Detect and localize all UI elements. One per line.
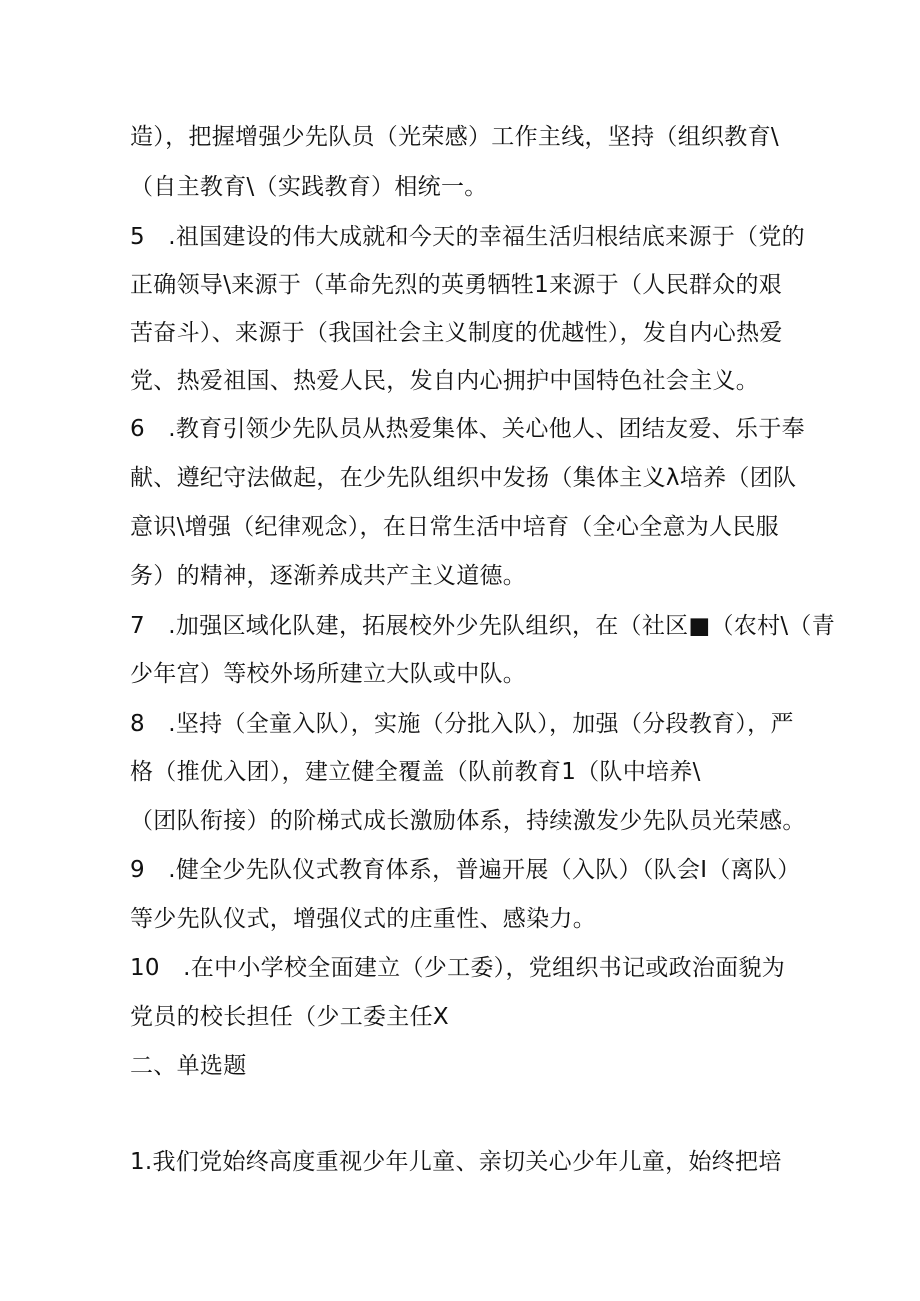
- text-line: 7 .加强区域化队建，拓展校外少先队组织，在（社区■（农村\（青: [130, 613, 836, 639]
- text-line: （自主教育\（实践教育）相统一。: [130, 174, 488, 200]
- text-line: 党员的校长担任（少工委主任X: [130, 1004, 449, 1030]
- text-line: 6 .教育引领少先队员从热爱集体、关心他人、团结友爱、乐于奉: [130, 416, 805, 442]
- text-line: 9 .健全少先队仪式教育体系，普遍开展（入队）（队会I（离队）: [130, 857, 801, 883]
- text-line: 少年宫）等校外场所建立大队或中队。: [130, 661, 527, 687]
- section-heading: 二、单选题: [130, 1053, 247, 1079]
- text-line: 等少先队仪式，增强仪式的庄重性、感染力。: [130, 906, 596, 932]
- text-line: 格（推优入团），建立健全覆盖（队前教育1（队中培养\: [130, 759, 701, 785]
- text-line: 献、遵纪守法做起，在少先队组织中发扬（集体主义λ培养（团队: [130, 465, 797, 491]
- text-line: 苦奋斗）、来源于（我国社会主义制度的优越性），发自内心热爱: [130, 320, 783, 346]
- text-line: 5 .祖国建设的伟大成就和今天的幸福生活归根结底来源于（党的: [130, 224, 805, 250]
- text-line: （团队衔接）的阶梯式成长激励体系，持续激发少先队员光荣感。: [130, 808, 806, 834]
- text-line: 造），把握增强少先队员（光荣感）工作主线，坚持（组织教育\: [130, 124, 779, 150]
- text-line: 10 .在中小学校全面建立（少工委），党组织书记或政治面貌为: [130, 955, 786, 981]
- text-line: 党、热爱祖国、热爱人民，发自内心拥护中国特色社会主义。: [130, 368, 760, 394]
- question-line: 1.我们党始终高度重视少年儿童、亲切关心少年儿童，始终把培: [130, 1149, 782, 1175]
- text-line: 务）的精神，逐渐养成共产主义道德。: [130, 563, 527, 589]
- text-line: 意识\增强（纪律观念），在日常生活中培育（全心全意为人民服: [130, 514, 779, 540]
- text-line: 正确领导\来源于（革命先烈的英勇牺牲1来源于（人民群众的艰: [130, 272, 783, 298]
- text-line: 8 .坚持（全童入队），实施（分批入队），加强（分段教育），严: [130, 711, 794, 737]
